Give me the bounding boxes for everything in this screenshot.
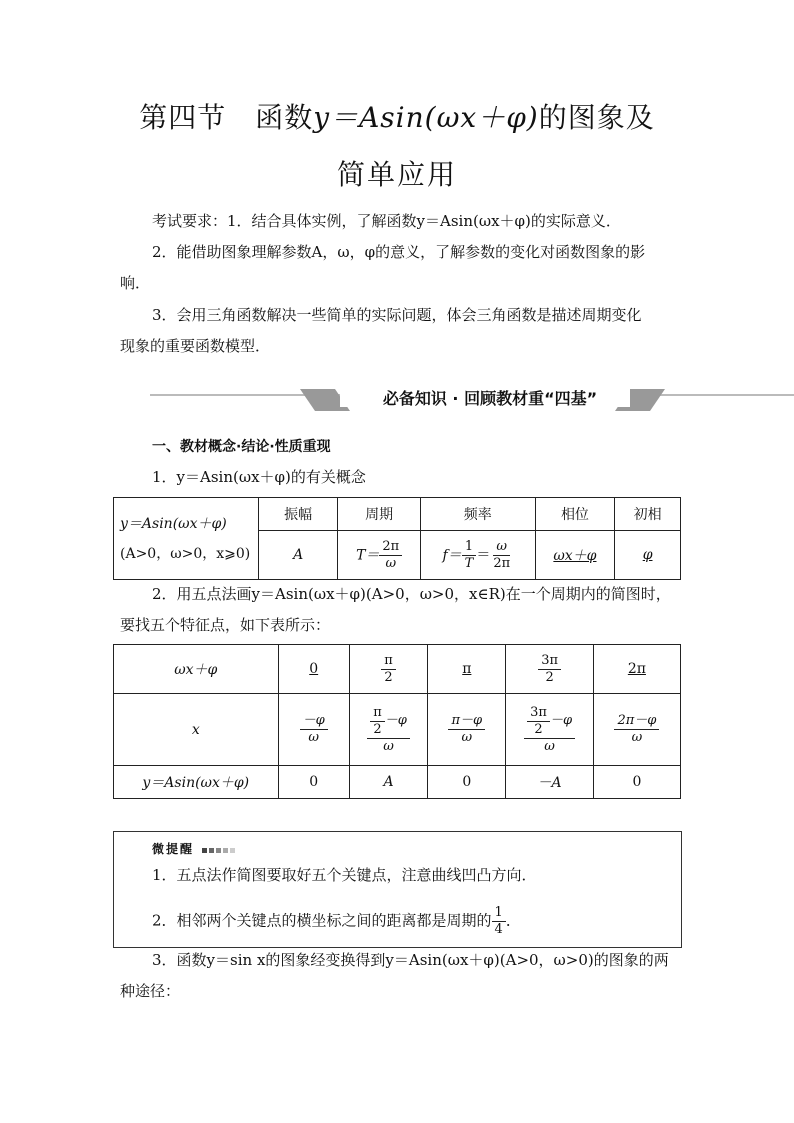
- concept-table-row-label: y＝Asin(ωx＋φ) (A>0，ω>0，x⩾0): [114, 498, 259, 580]
- requirement-1: 考试要求：1．结合具体实例，了解函数y＝Asin(ωx＋φ)的实际意义．: [152, 212, 621, 230]
- concept-table: [113, 497, 681, 580]
- y-point-4: －A: [506, 766, 593, 799]
- header-period: 周期: [338, 498, 421, 531]
- header-initial-phase: 初相: [615, 498, 681, 531]
- phase-point-2: $\frac{\pi}{2}$: [349, 645, 427, 694]
- phase-point-1: 0: [278, 645, 349, 694]
- x-point-1: $\frac{-\varphi}{\omega}$: [278, 694, 349, 766]
- y-point-3: 0: [428, 766, 506, 799]
- x-point-2: $\frac{\pi}{2}$ －φ ω: [349, 694, 427, 766]
- y-point-2: A: [349, 766, 427, 799]
- x-point-4: $\frac{3\pi}{2}$ －φ ω: [506, 694, 593, 766]
- header-frequency: 频率: [420, 498, 535, 531]
- item-3-line-1: 3．函数y＝sin x的图象经变换得到y＝Asin(ωx＋φ)(A>0，ω>0)的图象的两: [152, 951, 669, 969]
- requirement-2-line-2: 响．: [120, 274, 151, 292]
- row-label-y: y＝Asin(ωx＋φ): [114, 766, 279, 799]
- header-amplitude: 振幅: [258, 498, 337, 531]
- period-value: T＝ $\frac{2\pi}{\omega}$: [338, 531, 421, 580]
- frequency-value: f＝ $\frac{1}{T}$ ＝ $\frac{\omega}{2\pi}$: [420, 531, 535, 580]
- phase-point-3: π: [428, 645, 506, 694]
- x-point-3: $\frac{\pi-\varphi}{\omega}$: [428, 694, 506, 766]
- requirement-3-line-1: 3．会用三角函数解决一些简单的实际问题，体会三角函数是描述周期变化: [152, 306, 642, 324]
- tip-2: 2．相邻两个关键点的横坐标之间的距离都是周期的 $\frac{1}{4}$ ．: [152, 905, 521, 937]
- initial-phase-value: φ: [615, 531, 681, 580]
- header-phase: 相位: [535, 498, 615, 531]
- phase-value: ωx＋φ: [535, 531, 615, 580]
- page-title-line-2: 简单应用: [336, 158, 457, 191]
- phase-point-4: $\frac{3\pi}{2}$: [506, 645, 593, 694]
- y-point-1: 0: [278, 766, 349, 799]
- tip-dots-icon: [200, 842, 235, 856]
- row-label-phase: ωx＋φ: [114, 645, 279, 694]
- tip-1: 1．五点法作简图要取好五个关键点，注意曲线凹凸方向．: [152, 866, 537, 884]
- item-1-heading: 1．y＝Asin(ωx＋φ)的有关概念: [152, 468, 366, 486]
- item-2-line-1: 2．用五点法画y＝Asin(ωx＋φ)(A>0，ω>0，x∈R)在一个周期内的简图时，: [152, 585, 671, 603]
- row-label-x: x: [114, 694, 279, 766]
- requirement-2-line-1: 2．能借助图象理解参数A，ω，φ的意义，了解参数的变化对函数图象的影: [152, 243, 646, 261]
- section-banner-title: 必备知识 · 回顾教材重“四基”: [382, 389, 598, 408]
- item-2-line-2: 要找五个特征点，如下表所示：: [120, 616, 331, 634]
- five-point-table: [113, 644, 681, 799]
- section-heading: 一、教材概念·结论·性质重现: [152, 439, 331, 455]
- y-point-5: 0: [593, 766, 680, 799]
- requirement-3-line-2: 现象的重要函数模型．: [120, 337, 271, 355]
- item-3-line-2: 种途径：: [120, 982, 181, 1000]
- phase-point-5: 2π: [593, 645, 680, 694]
- x-point-5: $\frac{2\pi-\varphi}{\omega}$: [593, 694, 680, 766]
- page-title-line-1: 第四节 函数y＝Asin(ωx＋φ)的图象及: [139, 101, 655, 134]
- amplitude-value: A: [258, 531, 337, 580]
- tip-label: 微提醒: [152, 840, 235, 857]
